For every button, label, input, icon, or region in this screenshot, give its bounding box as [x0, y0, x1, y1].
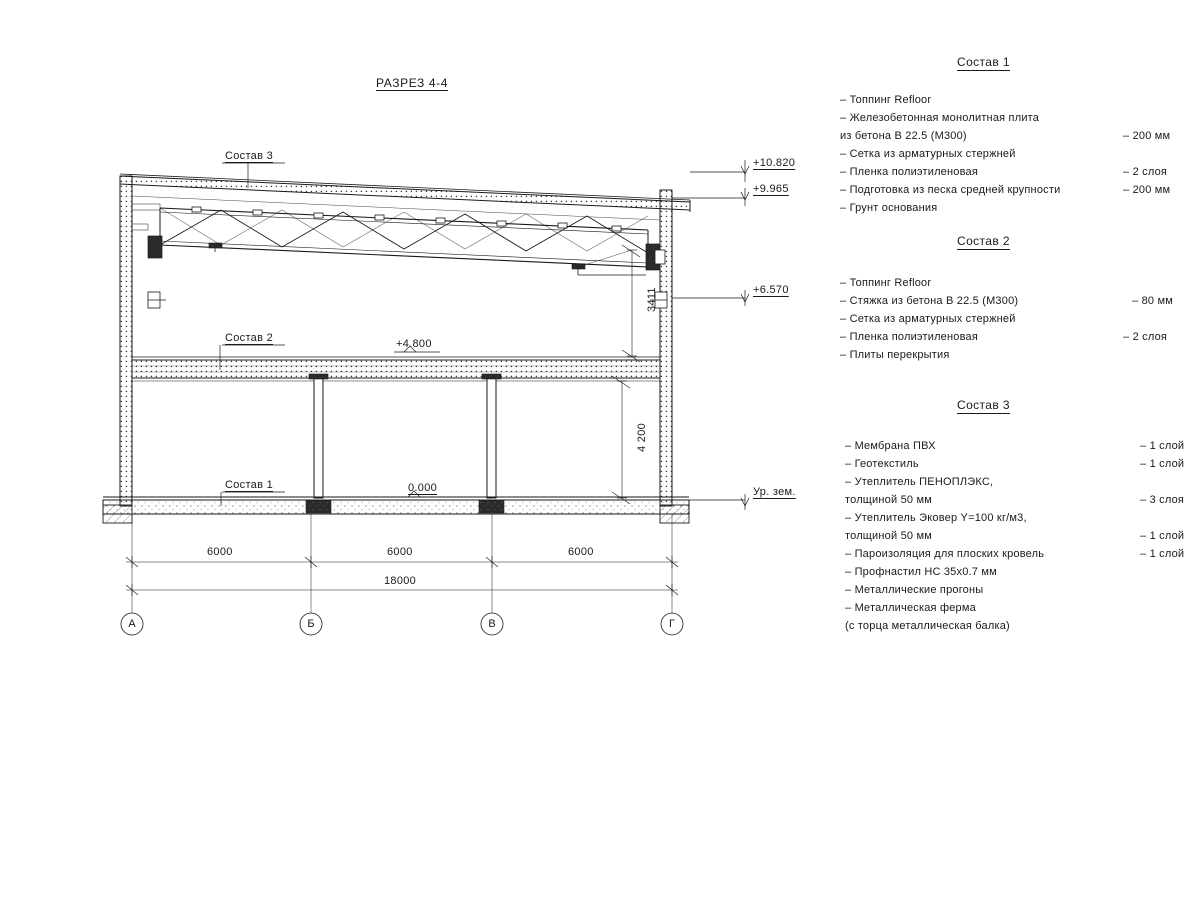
level-mark-4800: +4.800	[396, 338, 432, 350]
span-dim-3: 6000	[568, 546, 594, 558]
legend-1-row-5: – Подготовка из песка средней крупности	[840, 184, 1061, 196]
legend-3-row-1: – Геотекстиль	[845, 458, 919, 470]
legend-3-val-6: – 1 слой	[1140, 548, 1185, 560]
legend-2-row-1: – Стяжка из бетона B 22.5 (М300)	[840, 295, 1019, 307]
callout-sostav-1: Состав 1	[225, 479, 274, 491]
legend-1-row-3: – Сетка из арматурных стержней	[840, 148, 1016, 160]
span-dim-2: 6000	[387, 546, 413, 558]
legend-2-val-1: – 80 мм	[1132, 295, 1173, 307]
legend-3-row-9: – Металлическая ферма	[845, 602, 976, 614]
callout-sostav-2: Состав 2	[225, 332, 274, 344]
legend-3-val-1: – 1 слой	[1140, 458, 1185, 470]
legend-1-row-4: – Пленка полиэтиленовая	[840, 166, 978, 178]
legend-2-val-3: – 2 слоя	[1123, 331, 1168, 343]
axis-label-a: А	[128, 618, 136, 630]
legend-1-val-4: – 2 слоя	[1123, 166, 1168, 178]
legend-1-row-6: – Грунт основания	[840, 202, 938, 214]
legend-1-val-5: – 200 мм	[1123, 184, 1171, 196]
legend-1-row-0: – Топпинг Refloor	[840, 94, 932, 106]
page-title: РАЗРЕЗ 4-4	[376, 76, 448, 90]
legend-1-title: Состав 1	[957, 55, 1010, 69]
vertical-dim-4200: 4 200	[636, 422, 648, 452]
legend-1-row-1: – Железобетонная монолитная плита	[840, 112, 1040, 124]
vertical-dim-3411: 3411	[646, 287, 658, 312]
level-mark-9965: +9.965	[753, 183, 789, 195]
legend-3-title: Состав 3	[957, 398, 1010, 412]
legend-3-row-7: – Профнастил НС 35х0.7 мм	[845, 566, 997, 578]
legend-2-row-3: – Пленка полиэтиленовая	[840, 331, 978, 343]
axis-label-v: В	[488, 618, 496, 630]
legend-3-row-6: – Пароизоляция для плоских кровель	[845, 548, 1045, 560]
legend-3-row-8: – Металлические прогоны	[845, 584, 984, 596]
level-mark-0000: 0.000	[408, 482, 438, 494]
callout-sostav-3: Состав 3	[225, 150, 274, 162]
legend-3-val-5: – 1 слой	[1140, 530, 1185, 542]
axis-label-b: Б	[307, 618, 315, 630]
level-mark-10820: +10.820	[753, 157, 796, 169]
legend-3-row-4: – Утеплитель Эковер Y=100 кг/м3,	[845, 512, 1027, 524]
legend-3-val-0: – 1 слой	[1140, 440, 1185, 452]
legend-2-row-0: – Топпинг Refloor	[840, 277, 932, 289]
level-mark-6570: +6.570	[753, 284, 789, 296]
legend-1-val-2: – 200 мм	[1123, 130, 1171, 142]
level-mark-ground: Ур. зем.	[753, 486, 796, 498]
legend-3-row-5: толщиной 50 мм	[845, 530, 933, 542]
legend-1-row-2: из бетона B 22.5 (М300)	[840, 130, 967, 142]
legend-2-title: Состав 2	[957, 234, 1010, 248]
legend-2-row-4: – Плиты перекрытия	[840, 349, 950, 361]
total-dim: 18000	[384, 575, 417, 587]
legend-3-row-2: – Утеплитель ПЕНОПЛЭКС,	[845, 476, 994, 488]
legend-2-row-2: – Сетка из арматурных стержней	[840, 313, 1016, 325]
legend-3-row-3: толщиной 50 мм	[845, 494, 933, 506]
legend-3-row-0: – Мембрана ПВХ	[845, 440, 936, 452]
axis-label-g: Г	[669, 618, 675, 630]
span-dim-1: 6000	[207, 546, 233, 558]
legend-3-val-3: – 3 слоя	[1140, 494, 1185, 506]
legend-3-row-10: (с торца металлическая балка)	[845, 620, 1010, 632]
